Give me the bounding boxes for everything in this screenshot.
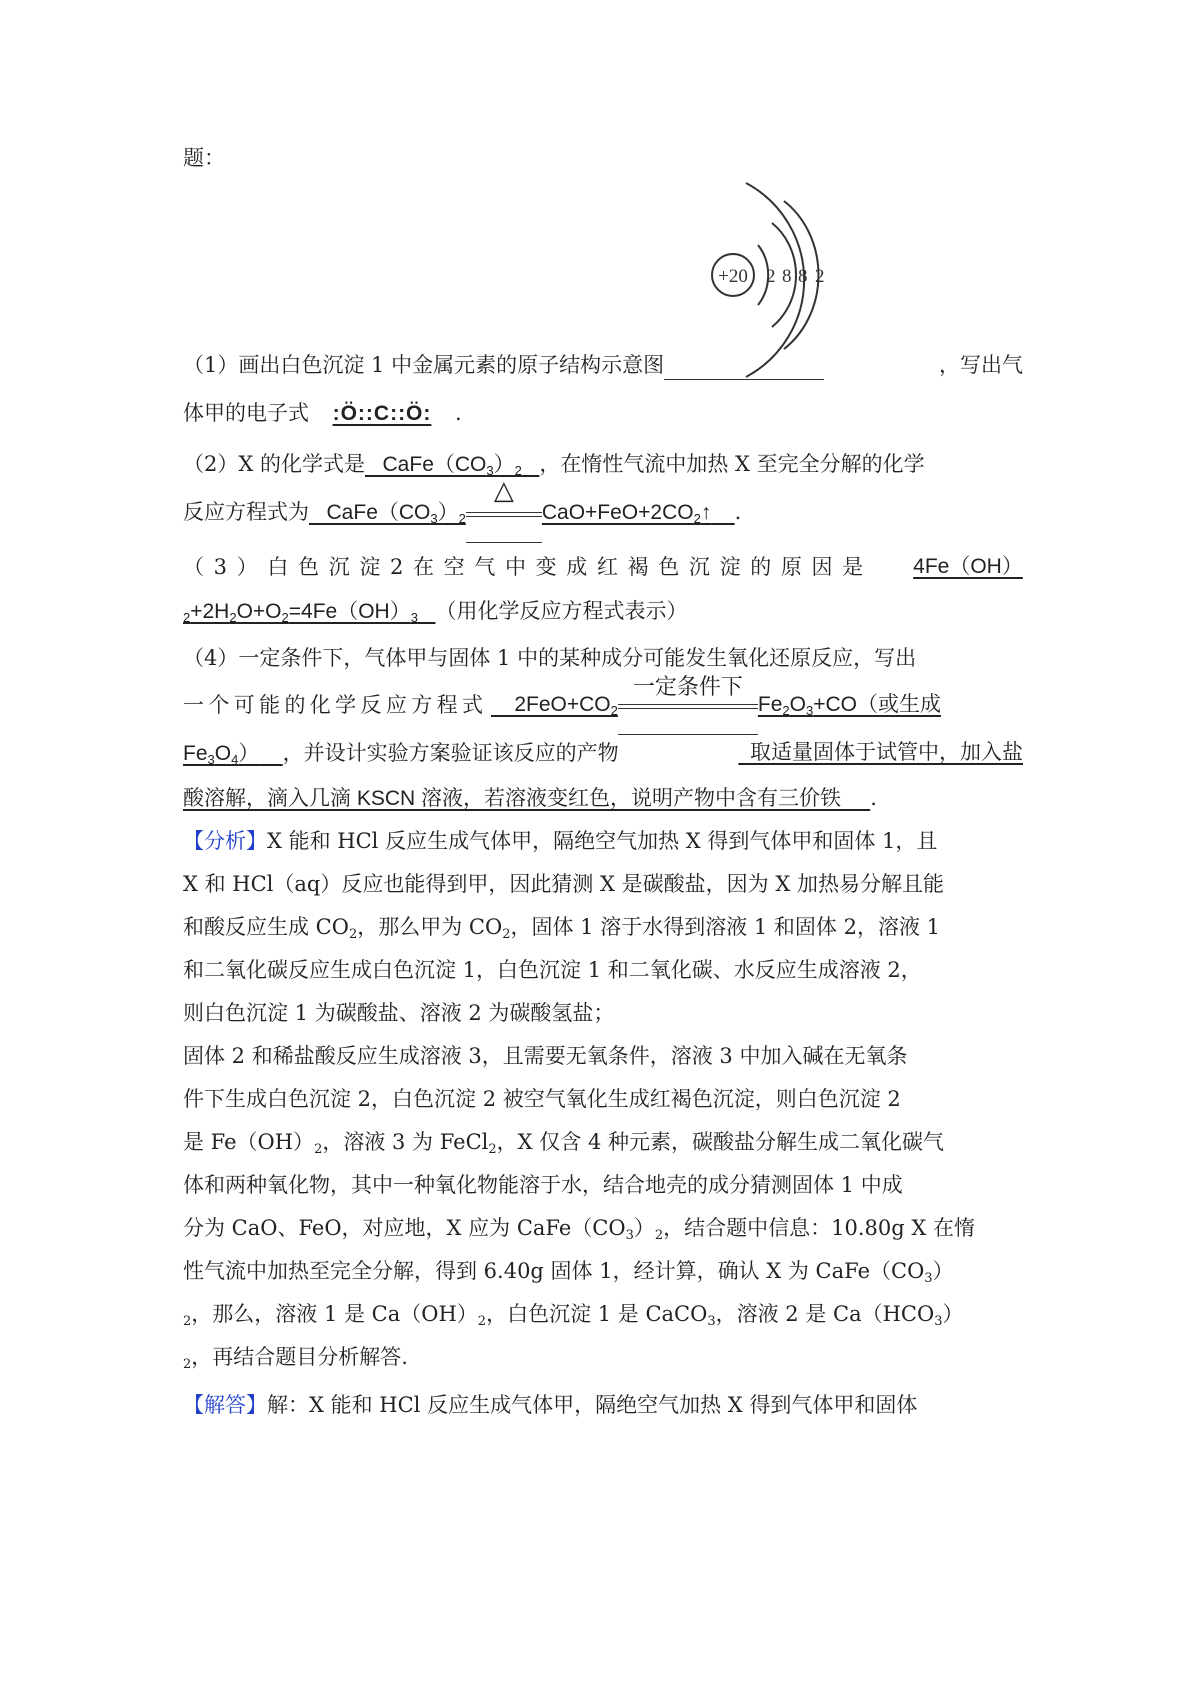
analysis-text: ，溶液 2 是 Ca（HCO: [715, 1302, 935, 1326]
solution-text: 解：X 能和 HCl 反应生成气体甲，隔绝空气加热 X 得到气体甲和固体: [267, 1393, 918, 1417]
q4-arrow-bar-bottom: [618, 708, 758, 709]
q2-eq-right-sub: 2: [693, 511, 701, 526]
analysis-text: X 能和 HCl 反应生成气体甲，隔绝空气加热 X 得到气体甲和固体 1，且: [267, 829, 938, 853]
analysis-line-3: [183, 912, 1023, 942]
q3-char: 因: [811, 555, 833, 579]
analysis-line-12: [183, 1299, 1023, 1329]
q3-line-1: [183, 552, 1023, 582]
analysis-line-11: [183, 1256, 1023, 1286]
q2-formula-sub: 3: [486, 463, 494, 478]
q4-char: 应: [385, 693, 407, 717]
q2-line-1: [183, 449, 1023, 480]
analysis-text: ，X 仅含 4 种元素，碳酸盐分解生成二氧化碳气: [496, 1130, 944, 1154]
q3-answer-b: [183, 600, 435, 623]
analysis-text: ，溶液 3 为 FeCl: [322, 1130, 489, 1154]
q1-blank-diagram: [664, 357, 824, 380]
q2-formula-close: ）: [493, 453, 515, 476]
analysis-text: ，固体 1 溶于水得到溶液 1 和固体 2，溶液 1: [510, 915, 940, 939]
q3-char: 变: [535, 555, 557, 579]
q3-char: 中: [504, 555, 526, 579]
q4-line-3: [183, 738, 1023, 769]
q2-arrow-bar-top: [466, 512, 542, 513]
q4-end: .: [870, 786, 877, 810]
analysis-sub: 2: [183, 1314, 192, 1329]
q1-line-1: [183, 350, 1023, 380]
analysis-tag: 【分析】: [183, 829, 267, 853]
analysis-sub: 2: [477, 1314, 487, 1329]
q2-formula-main: CaFe（CO: [382, 453, 487, 476]
q4-alt-text2: O: [214, 742, 232, 765]
q3-char: 3: [213, 555, 228, 579]
analysis-text: ，那么甲为 CO: [357, 915, 503, 939]
q4-eq-right: [758, 690, 941, 720]
analysis-text: ，白色沉淀 1 是 CaCO: [486, 1302, 708, 1326]
q2-mid: ，在惰性气流中加热 X 至完全分解的化学: [539, 452, 925, 476]
q3-sub: 2: [281, 610, 289, 625]
q3-char: 色: [298, 555, 319, 579]
q4-line-2: [183, 674, 1023, 720]
q4-eq-left-text: 2FeO+CO: [514, 693, 611, 716]
q4-sub: 2: [610, 703, 618, 718]
q4-verify-a-text: 取适量固体于试管中，加入盐: [750, 741, 1023, 764]
q4-char: 式: [461, 693, 483, 717]
q3-char: 原: [780, 555, 802, 579]
analysis-sub: 2: [654, 1228, 664, 1243]
q4-eq-right-text2: O: [789, 693, 806, 716]
analysis-sub: 2: [314, 1142, 323, 1157]
q3-sub: 3: [410, 610, 418, 625]
analysis-text: ）: [932, 1259, 954, 1283]
q4-line-1: （4）一定条件下，气体甲与固体 1 中的某种成分可能发生氧化还原反应，写出: [183, 646, 917, 670]
q1-end: .: [455, 401, 462, 425]
q4-char: 程: [436, 693, 458, 717]
q4-arrow-bar-top: [618, 704, 758, 705]
analysis-line-8: [183, 1127, 1023, 1157]
q4-verify-b: [183, 787, 870, 810]
q2-equation-right: [542, 501, 735, 524]
q2-line-2: [183, 476, 1023, 528]
q4-char: 能: [259, 693, 281, 717]
analysis-sub: 2: [488, 1142, 497, 1157]
analysis-line-5: 则白色沉淀 1 为碳酸盐、溶液 2 为碳酸氢盐；: [183, 1001, 615, 1025]
q1-text-c: 体甲的电子式: [183, 401, 309, 425]
q2-gas-arrow: ↑: [700, 501, 712, 524]
analysis-text: ，结合题中信息：10.80g X 在惰: [663, 1216, 976, 1240]
q2-arrow-bar-bottom: [466, 516, 542, 517]
analysis-line-9: 体和两种氧化物，其中一种氧化物能溶于水，结合地壳的成分猜测固体 1 中成: [183, 1173, 903, 1197]
q2-condition: △: [493, 476, 514, 506]
q4-mid: ，并设计实验方案验证该反应的产物: [282, 741, 619, 765]
q4-condition: 一定条件下: [632, 674, 743, 699]
q2-eq-right: CaO+FeO+2CO: [541, 501, 694, 524]
analysis-line-10: [183, 1213, 1023, 1243]
analysis-text: ，再结合题目分析解答.: [191, 1345, 408, 1369]
q4-line-4: [183, 783, 1023, 814]
q4-char: 可: [233, 693, 255, 717]
q3-char: ）: [236, 555, 258, 579]
q3-char: 白: [267, 555, 289, 579]
q3-char: 红: [596, 555, 618, 579]
analysis-sub: 3: [934, 1314, 943, 1329]
q4-sub: 2: [782, 703, 790, 718]
q3-answer-a: [873, 552, 1023, 582]
q2-reaction-arrow: [466, 476, 542, 528]
q3-ans-b: +2H: [190, 600, 230, 623]
q4-char: 方: [411, 693, 433, 717]
q4-char: 一: [183, 693, 204, 717]
q3-char: 空: [443, 555, 465, 579]
q4-char: 个: [208, 693, 230, 717]
q4-arrow-underline: [618, 734, 758, 735]
analysis-text: 性气流中加热至完全分解，得到 6.40g 固体 1，经计算，确认 X 为 CaFe（CO: [183, 1259, 925, 1283]
q2-eq-left: CaFe（CO: [326, 501, 431, 524]
q3-char: 气: [474, 555, 496, 579]
q3-sub: 2: [229, 610, 237, 625]
analysis-text: 分为 CaO、FeO，对应地，X 应为 CaFe（CO: [183, 1216, 626, 1240]
q4-eq-left: [491, 690, 618, 720]
shell-count-4: 2: [815, 266, 825, 287]
q1-text-b: ，写出气: [939, 353, 1023, 377]
q2-arrow-underline: [466, 542, 542, 543]
q4-sub: 4: [231, 752, 239, 767]
q3-ans-c: O+O: [236, 600, 282, 623]
q3-char: 淀: [719, 555, 741, 579]
q4-sub: 3: [805, 703, 814, 718]
solution-line-1: [183, 1390, 1023, 1420]
shell-count-3: 8: [798, 266, 808, 287]
q1-lewis-structure: :Ö::C::Ö:: [332, 402, 432, 425]
analysis-sub: 2: [348, 927, 358, 942]
analysis-text: ，那么，溶液 1 是 Ca（OH）: [191, 1302, 478, 1326]
analysis-sub: 3: [707, 1314, 716, 1329]
q2-eq-left-sub: 3: [430, 511, 438, 526]
q2-formula: [365, 453, 539, 476]
q2-formula-sub2: 2: [514, 463, 522, 478]
shell-count-2: 8: [782, 266, 792, 287]
analysis-line-13: [183, 1342, 1023, 1372]
q3-note: （用化学反应方程式表示）: [435, 599, 688, 623]
nucleus-charge: +20: [718, 266, 748, 287]
q3-char: 2: [389, 555, 404, 579]
analysis-line-2: X 和 HCl（aq）反应也能得到甲，因此猜测 X 是碳酸盐，因为 X 加热易分解且能: [183, 872, 944, 896]
analysis-line-6: 固体 2 和稀盐酸反应生成溶液 3，且需要无氧条件，溶液 3 中加入碱在无氧条: [183, 1044, 908, 1068]
q4-verify-b-text: 酸溶解，滴入几滴 KSCN 溶液，若溶液变红色，说明产物中含有三价铁: [183, 787, 842, 810]
analysis-sub: 3: [924, 1271, 933, 1286]
analysis-line-7: 件下生成白色沉淀 2，白色沉淀 2 被空气氧化生成红褐色沉淀，则白色沉淀 2: [183, 1087, 901, 1111]
q3-char: 是: [842, 555, 864, 579]
analysis-text: 是 Fe（OH）: [183, 1130, 315, 1154]
solution-tag: 【解答】: [183, 1393, 267, 1417]
analysis-sub: 2: [502, 927, 511, 942]
q3-line-2: [183, 596, 1023, 627]
q2-eq-left-sub2: 2: [458, 511, 466, 526]
q4-alt-text: Fe: [183, 742, 208, 765]
q2-end: .: [734, 500, 742, 524]
q4-sub: 3: [207, 752, 215, 767]
q3-char: 在: [413, 555, 434, 579]
q4-eq-right-text: Fe: [757, 693, 783, 716]
q1-line-2: [183, 398, 1023, 429]
q1-text-a: （1）画出白色沉淀 1 中金属元素的原子结构示意图: [183, 353, 665, 377]
q2-eq-left-close: ）: [437, 501, 459, 524]
q2-equation: [309, 501, 466, 524]
q3-char: 的: [750, 555, 772, 579]
q3-answer-a-text: 4Fe（OH）: [913, 555, 1023, 578]
q4-char: 的: [284, 693, 306, 717]
analysis-sub: 2: [183, 1357, 192, 1372]
q4-char: 反: [360, 693, 382, 717]
q3-char: 褐: [627, 555, 649, 579]
q3-char: 色: [658, 555, 680, 579]
q3-char: 沉: [688, 555, 710, 579]
q3-char: 成: [566, 555, 588, 579]
q4-char: 学: [335, 693, 357, 717]
q3-char: 淀: [359, 555, 381, 579]
analysis-sub: 3: [625, 1228, 634, 1243]
q4-reaction-arrow: [618, 674, 758, 720]
q3-sub: 2: [183, 610, 191, 625]
q3-char: （: [183, 555, 204, 579]
q4-verify-a: [738, 738, 1023, 769]
q4-char: 化: [309, 693, 331, 717]
q4-eq-right-text3: +CO（或生成: [813, 693, 941, 716]
analysis-text: ）: [942, 1302, 964, 1326]
q2-prefix: （2）X 的化学式是: [183, 452, 365, 476]
analysis-text: ）: [633, 1216, 655, 1240]
q4-alt-product: [183, 742, 283, 765]
q4-spaced-text: [183, 690, 483, 720]
q3-char: 沉: [328, 555, 350, 579]
q2-prefix2: 反应方程式为: [183, 500, 309, 524]
analysis-text: 和酸反应生成 CO: [183, 915, 349, 939]
lead-text: 题：: [183, 146, 225, 170]
analysis-line-4: 和二氧化碳反应生成白色沉淀 1，白色沉淀 1 和二氧化碳、水反应生成溶液 2，: [183, 958, 922, 982]
shell-count-1: 2: [766, 266, 776, 287]
q3-ans-d: =4Fe（OH）: [288, 600, 411, 623]
analysis-line-1: [183, 826, 1023, 856]
q4-alt-close: ）: [238, 742, 260, 765]
